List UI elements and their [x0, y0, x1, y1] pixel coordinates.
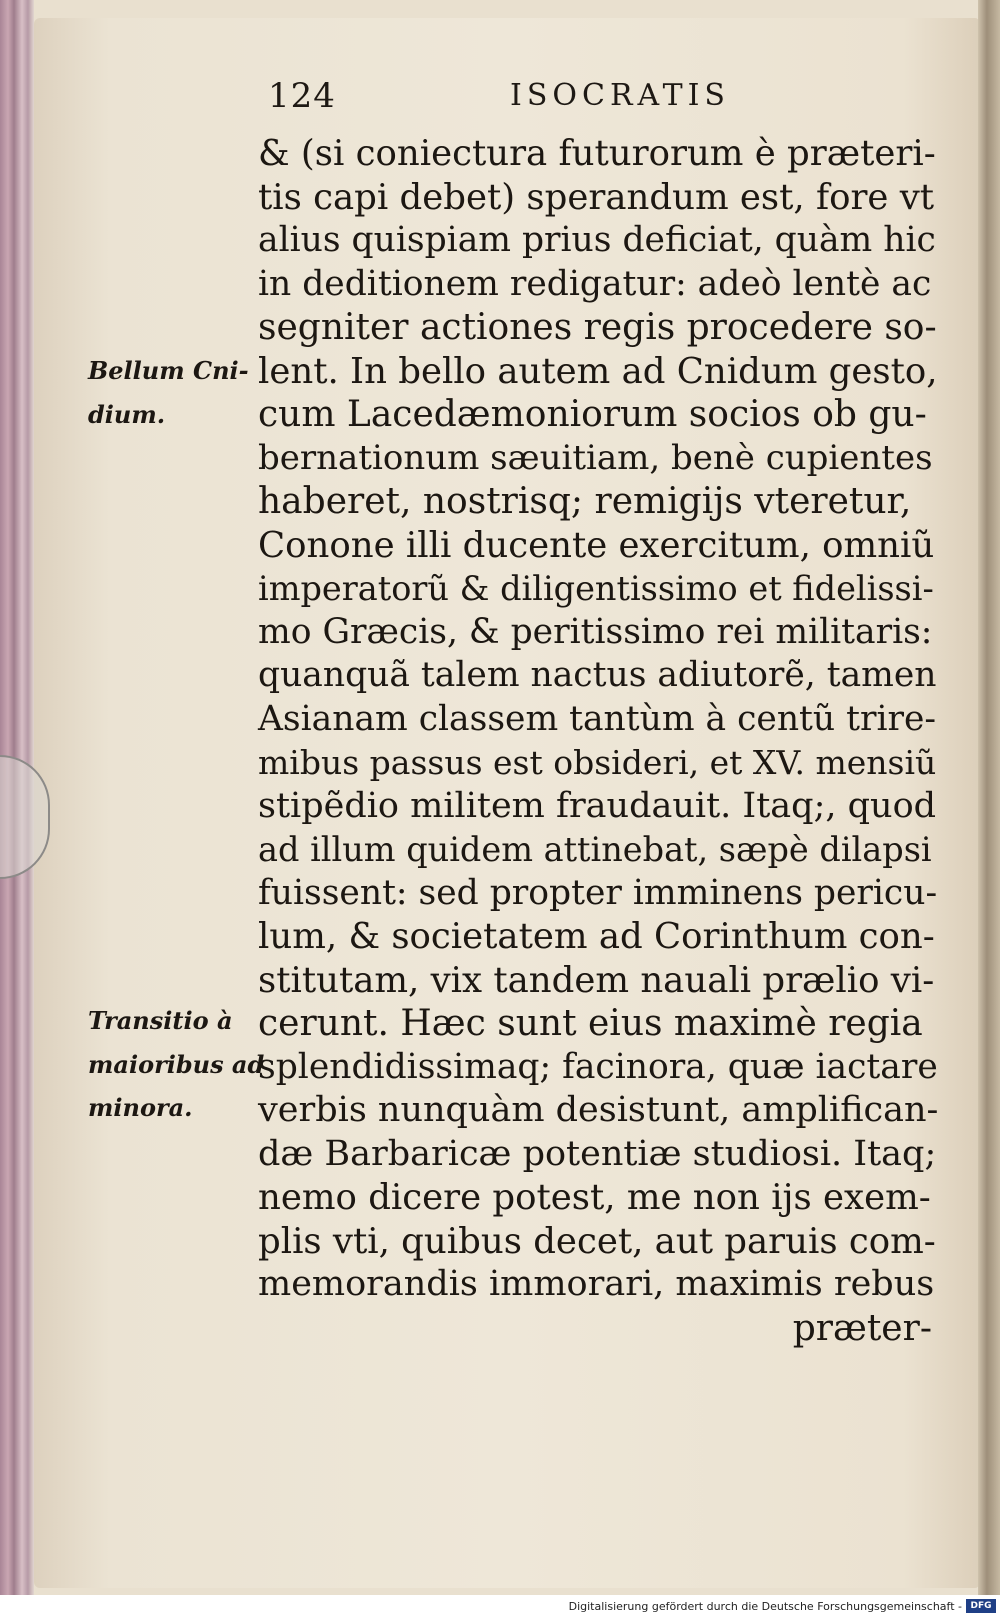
text-line: bernationum sæuitiam, benè cupientes [258, 437, 933, 478]
text-line: plis vti, quibus decet, aut paruis com- [258, 1220, 936, 1262]
text-line: verbis nunquàm desistunt, amplifican- [258, 1090, 939, 1130]
text-line: haberet, nostrisq; remigijs vteretur, [258, 481, 912, 522]
margin-note-line: dium. [88, 399, 166, 429]
text-line: imperatorũ & diligentissimo et fidelissi- [258, 569, 934, 608]
right-page-edge [978, 0, 1000, 1595]
text-line: splendidissimaq; facinora, quæ iactare [258, 1046, 938, 1087]
text-line: Asianam classem tantùm à centũ trire- [258, 698, 937, 739]
text-line: fuissent: sed propter imminens pericu- [258, 872, 938, 913]
catchword: præter- [792, 1307, 932, 1349]
text-line: mo Græcis, & peritissimo rei militaris: [258, 611, 933, 652]
dfg-logo-icon: DFG [966, 1599, 996, 1613]
text-line: in deditionem redigatur: adeò lentè ac [258, 263, 932, 304]
page-header [268, 76, 748, 126]
text-line: lent. In bello autem ad Cnidum gesto, [258, 350, 938, 392]
margin-note-line: Bellum Cni- [88, 356, 249, 385]
running-head: ISOCRATIS [510, 78, 730, 113]
margin-note-line: maioribus ad [88, 1049, 265, 1079]
funding-credit: Digitalisierung gefördert durch die Deutsche Forschungsgemeinschaft - [568, 1600, 962, 1613]
margin-note-bellum [88, 349, 268, 436]
text-line: memorandis immorari, maximis rebus [258, 1264, 935, 1304]
margin-note-line: Transitio à [88, 1006, 233, 1035]
text-line: quanquã talem nactus adiutorẽ, tamen [258, 655, 937, 695]
text-line: ad illum quidem attinebat, sæpè dilapsi [258, 830, 932, 869]
text-line: cerunt. Hæc sunt eius maximè regia [258, 1003, 923, 1044]
text-line: mibus passus est obsideri, et XV. mensiũ [258, 743, 937, 782]
margin-note-line: minora. [88, 1093, 193, 1122]
text-line: stitutam, vix tandem nauali prælio vi- [258, 959, 935, 1001]
margin-note-transitio [88, 999, 268, 1130]
text-line: tis capi debet) sperandum est, fore vt [258, 176, 935, 218]
text-line: dæ Barbaricæ potentiæ studiosi. Itaq; [258, 1133, 937, 1174]
text-line: & (si coniectura futurorum è præteri- [258, 133, 936, 174]
text-line: Conone illi ducente exercitum, omniũ [258, 524, 935, 566]
text-line: stipẽdio militem fraudauit. Itaq;, quod [258, 785, 937, 826]
text-line: alius quispiam prius deficiat, quàm hic [258, 220, 936, 260]
text-line: segniter actiones regis procedere so- [258, 307, 937, 348]
page-number: 124 [268, 76, 336, 116]
text-line: lum, & societatem ad Corinthum con- [258, 916, 935, 957]
text-line: nemo dicere potest, me non ijs exem- [258, 1177, 931, 1218]
footer-bar [0, 1595, 1000, 1619]
text-line: cum Lacedæmoniorum socios ob gu- [258, 394, 927, 435]
body-text [258, 132, 938, 1350]
